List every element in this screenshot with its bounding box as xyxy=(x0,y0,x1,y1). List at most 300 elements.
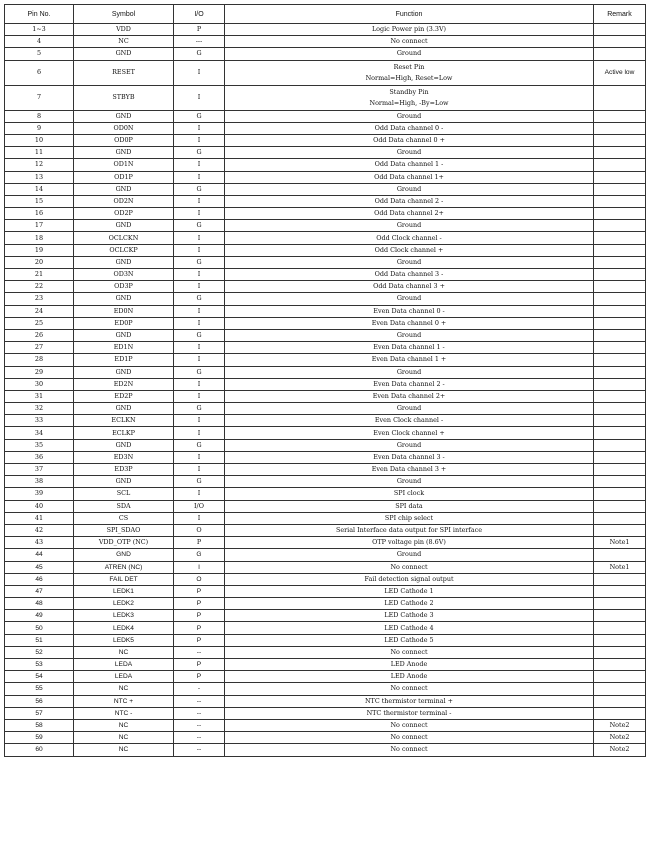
table-row xyxy=(5,269,646,281)
cell-pin-no: 12 xyxy=(5,159,74,171)
cell-pin-no: 14 xyxy=(5,183,74,195)
cell-pin-no: 22 xyxy=(5,281,74,293)
cell-function: Logic Power pin (3.3V) xyxy=(225,24,594,36)
table-row xyxy=(5,464,646,476)
table-row xyxy=(5,695,646,707)
table-body xyxy=(5,24,646,757)
cell-io: I xyxy=(174,317,225,329)
cell-pin-no: 29 xyxy=(5,366,74,378)
cell-function: Odd Clock channel + xyxy=(225,244,594,256)
cell-symbol: ED0N xyxy=(74,305,174,317)
cell-symbol: LEDA xyxy=(74,671,174,683)
cell-io: I xyxy=(174,232,225,244)
cell-io: P xyxy=(174,24,225,36)
cell-pin-no: 33 xyxy=(5,415,74,427)
cell-pin-no: 17 xyxy=(5,220,74,232)
table-row xyxy=(5,244,646,256)
cell-remark: Note2 xyxy=(594,744,646,756)
cell-io: O xyxy=(174,524,225,536)
cell-symbol: LEDK2 xyxy=(74,598,174,610)
cell-io: -- xyxy=(174,719,225,731)
cell-symbol: ATREN (NC) xyxy=(74,561,174,573)
cell-pin-no: 35 xyxy=(5,439,74,451)
cell-pin-no: 10 xyxy=(5,134,74,146)
cell-symbol: ECLKN xyxy=(74,415,174,427)
table-row xyxy=(5,403,646,415)
cell-pin-no: 34 xyxy=(5,427,74,439)
cell-function: Ground xyxy=(225,366,594,378)
cell-remark xyxy=(594,159,646,171)
cell-function: No connect xyxy=(225,732,594,744)
cell-pin-no: 32 xyxy=(5,403,74,415)
cell-remark xyxy=(594,512,646,524)
cell-pin-no: 23 xyxy=(5,293,74,305)
cell-function: Serial Interface data output for SPI interface xyxy=(225,524,594,536)
cell-pin-no: 50 xyxy=(5,622,74,634)
cell-remark xyxy=(594,183,646,195)
cell-function: Ground xyxy=(225,256,594,268)
cell-function: LED Anode xyxy=(225,659,594,671)
cell-symbol: VDD xyxy=(74,24,174,36)
table-row xyxy=(5,122,646,134)
header-symbol: Symbol xyxy=(74,5,174,24)
cell-function: Odd Data channel 3 - xyxy=(225,269,594,281)
pin-assignment-table xyxy=(4,4,646,757)
cell-remark xyxy=(594,683,646,695)
cell-pin-no: 45 xyxy=(5,561,74,573)
cell-symbol: ECLKP xyxy=(74,427,174,439)
table-row xyxy=(5,208,646,220)
cell-io: G xyxy=(174,293,225,305)
cell-function: Ground xyxy=(225,220,594,232)
cell-function: LED Cathode 2 xyxy=(225,598,594,610)
cell-pin-no: 41 xyxy=(5,512,74,524)
table-row xyxy=(5,707,646,719)
cell-function: NTC thermistor terminal - xyxy=(225,707,594,719)
cell-pin-no: 4 xyxy=(5,36,74,48)
cell-function xyxy=(225,60,594,85)
cell-pin-no: 47 xyxy=(5,585,74,597)
table-row xyxy=(5,646,646,658)
table-row xyxy=(5,24,646,36)
cell-function: Even Data channel 3 - xyxy=(225,451,594,463)
table-row xyxy=(5,60,646,85)
cell-io: I/O xyxy=(174,500,225,512)
cell-pin-no: 30 xyxy=(5,378,74,390)
cell-function: Ground xyxy=(225,439,594,451)
cell-function: Odd Data channel 1 - xyxy=(225,159,594,171)
cell-function: No connect xyxy=(225,744,594,756)
cell-io: P xyxy=(174,634,225,646)
cell-symbol: OD0N xyxy=(74,122,174,134)
table-row xyxy=(5,354,646,366)
cell-io: P xyxy=(174,598,225,610)
cell-pin-no: 48 xyxy=(5,598,74,610)
header-io: I/O xyxy=(174,5,225,24)
cell-pin-no: 8 xyxy=(5,110,74,122)
cell-function: SPI chip select xyxy=(225,512,594,524)
table-row xyxy=(5,634,646,646)
table-row xyxy=(5,427,646,439)
cell-symbol: NC xyxy=(74,683,174,695)
table-row xyxy=(5,476,646,488)
cell-symbol: GND xyxy=(74,293,174,305)
cell-symbol: OD0P xyxy=(74,134,174,146)
cell-io: I xyxy=(174,122,225,134)
cell-remark xyxy=(594,427,646,439)
cell-remark xyxy=(594,122,646,134)
cell-pin-no: 13 xyxy=(5,171,74,183)
cell-function: Even Data channel 2 - xyxy=(225,378,594,390)
function-line-2: Normal=High, Reset=Low xyxy=(365,73,453,82)
cell-function: LED Cathode 5 xyxy=(225,634,594,646)
cell-symbol: ED2N xyxy=(74,378,174,390)
table-row xyxy=(5,683,646,695)
cell-function: LED Cathode 1 xyxy=(225,585,594,597)
cell-symbol: LEDK4 xyxy=(74,622,174,634)
cell-pin-no: 18 xyxy=(5,232,74,244)
cell-io: I xyxy=(174,195,225,207)
cell-symbol: CS xyxy=(74,512,174,524)
cell-symbol: GND xyxy=(74,549,174,561)
table-row xyxy=(5,719,646,731)
cell-io: I xyxy=(174,354,225,366)
cell-io: I xyxy=(174,85,225,110)
cell-function: Odd Clock channel - xyxy=(225,232,594,244)
cell-remark xyxy=(594,305,646,317)
cell-function: Ground xyxy=(225,110,594,122)
table-row xyxy=(5,585,646,597)
table-row xyxy=(5,329,646,341)
cell-io: G xyxy=(174,476,225,488)
cell-io: I xyxy=(174,244,225,256)
cell-io: -- xyxy=(174,744,225,756)
table-row xyxy=(5,256,646,268)
cell-remark xyxy=(594,85,646,110)
table-row xyxy=(5,134,646,146)
table-row xyxy=(5,732,646,744)
cell-remark xyxy=(594,36,646,48)
cell-remark: Active low xyxy=(594,60,646,85)
cell-pin-no: 28 xyxy=(5,354,74,366)
cell-io: I xyxy=(174,208,225,220)
table-row xyxy=(5,171,646,183)
table-row xyxy=(5,85,646,110)
cell-io: G xyxy=(174,366,225,378)
cell-io: I xyxy=(174,269,225,281)
cell-remark xyxy=(594,366,646,378)
cell-symbol: FAIL DET xyxy=(74,573,174,585)
cell-function: Odd Data channel 1+ xyxy=(225,171,594,183)
cell-function: LED Cathode 3 xyxy=(225,610,594,622)
cell-pin-no: 60 xyxy=(5,744,74,756)
cell-remark: Note2 xyxy=(594,719,646,731)
cell-io: I xyxy=(174,390,225,402)
table-row xyxy=(5,439,646,451)
cell-io: P xyxy=(174,622,225,634)
cell-pin-no: 51 xyxy=(5,634,74,646)
table-row xyxy=(5,512,646,524)
cell-function: Odd Data channel 2+ xyxy=(225,208,594,220)
cell-symbol: LEDA xyxy=(74,659,174,671)
table-row xyxy=(5,451,646,463)
cell-function: OTP voltage pin (8.6V) xyxy=(225,537,594,549)
cell-io: -- xyxy=(174,646,225,658)
cell-symbol: NTC - xyxy=(74,707,174,719)
table-row xyxy=(5,524,646,536)
cell-symbol: LEDK1 xyxy=(74,585,174,597)
cell-symbol: ED3P xyxy=(74,464,174,476)
cell-function: Ground xyxy=(225,293,594,305)
cell-pin-no: 6 xyxy=(5,60,74,85)
cell-remark xyxy=(594,524,646,536)
cell-io: I xyxy=(174,427,225,439)
cell-io: G xyxy=(174,48,225,60)
cell-symbol: NC xyxy=(74,646,174,658)
table-row xyxy=(5,561,646,573)
cell-remark: Note2 xyxy=(594,732,646,744)
table-row xyxy=(5,488,646,500)
cell-io: G xyxy=(174,147,225,159)
table-row xyxy=(5,195,646,207)
cell-pin-no: 16 xyxy=(5,208,74,220)
cell-remark xyxy=(594,256,646,268)
cell-remark: Note1 xyxy=(594,537,646,549)
cell-io: G xyxy=(174,403,225,415)
cell-function: SPI data xyxy=(225,500,594,512)
table-row xyxy=(5,598,646,610)
cell-io: I xyxy=(174,378,225,390)
cell-pin-no: 36 xyxy=(5,451,74,463)
cell-function: SPI clock xyxy=(225,488,594,500)
cell-pin-no: 7 xyxy=(5,85,74,110)
cell-remark xyxy=(594,707,646,719)
table-row xyxy=(5,281,646,293)
header-function: Function xyxy=(225,5,594,24)
table-row xyxy=(5,110,646,122)
cell-remark xyxy=(594,171,646,183)
cell-pin-no: 26 xyxy=(5,329,74,341)
cell-symbol: GND xyxy=(74,329,174,341)
cell-symbol: OD1N xyxy=(74,159,174,171)
cell-symbol: NTC + xyxy=(74,695,174,707)
cell-pin-no: 44 xyxy=(5,549,74,561)
cell-remark xyxy=(594,585,646,597)
cell-function: Even Data channel 2+ xyxy=(225,390,594,402)
cell-pin-no: 11 xyxy=(5,147,74,159)
cell-symbol: GND xyxy=(74,403,174,415)
cell-function: LED Cathode 4 xyxy=(225,622,594,634)
cell-pin-no: 52 xyxy=(5,646,74,658)
cell-remark xyxy=(594,378,646,390)
cell-remark xyxy=(594,671,646,683)
cell-io: P xyxy=(174,610,225,622)
table-row xyxy=(5,159,646,171)
cell-pin-no: 37 xyxy=(5,464,74,476)
cell-remark xyxy=(594,549,646,561)
cell-io: G xyxy=(174,329,225,341)
cell-remark xyxy=(594,317,646,329)
table-row xyxy=(5,305,646,317)
cell-symbol: OD2P xyxy=(74,208,174,220)
function-line-2: Normal=High, -By=Low xyxy=(369,98,449,107)
cell-remark xyxy=(594,24,646,36)
cell-symbol: SDA xyxy=(74,500,174,512)
cell-function: Even Data channel 1 + xyxy=(225,354,594,366)
cell-pin-no: 15 xyxy=(5,195,74,207)
table-row xyxy=(5,220,646,232)
cell-remark: Note1 xyxy=(594,561,646,573)
cell-symbol: NC xyxy=(74,744,174,756)
cell-symbol: NC xyxy=(74,732,174,744)
cell-remark xyxy=(594,354,646,366)
cell-io: - xyxy=(174,683,225,695)
table-row xyxy=(5,659,646,671)
cell-io: I xyxy=(174,159,225,171)
cell-function: No connect xyxy=(225,646,594,658)
cell-pin-no: 55 xyxy=(5,683,74,695)
cell-function: No connect xyxy=(225,683,594,695)
cell-remark xyxy=(594,232,646,244)
table-row xyxy=(5,293,646,305)
cell-symbol: ED3N xyxy=(74,451,174,463)
cell-io: G xyxy=(174,256,225,268)
cell-function xyxy=(225,85,594,110)
cell-remark xyxy=(594,488,646,500)
cell-pin-no: 56 xyxy=(5,695,74,707)
cell-symbol: LEDK3 xyxy=(74,610,174,622)
cell-io: I xyxy=(174,451,225,463)
cell-io: I xyxy=(174,464,225,476)
cell-remark xyxy=(594,598,646,610)
cell-io: I xyxy=(174,171,225,183)
table-row xyxy=(5,232,646,244)
cell-remark xyxy=(594,342,646,354)
cell-remark xyxy=(594,451,646,463)
cell-io: I xyxy=(174,488,225,500)
cell-symbol: RESET xyxy=(74,60,174,85)
cell-remark xyxy=(594,439,646,451)
cell-function: Even Data channel 1 - xyxy=(225,342,594,354)
cell-symbol: ED0P xyxy=(74,317,174,329)
cell-function: Ground xyxy=(225,183,594,195)
cell-pin-no: 1~3 xyxy=(5,24,74,36)
cell-remark xyxy=(594,403,646,415)
cell-pin-no: 46 xyxy=(5,573,74,585)
cell-function: Ground xyxy=(225,329,594,341)
table-row xyxy=(5,415,646,427)
cell-function: Odd Data channel 2 - xyxy=(225,195,594,207)
cell-symbol: GND xyxy=(74,439,174,451)
table-row xyxy=(5,317,646,329)
table-row xyxy=(5,573,646,585)
cell-remark xyxy=(594,329,646,341)
cell-io: I xyxy=(174,561,225,573)
cell-io: G xyxy=(174,439,225,451)
cell-symbol: LEDK5 xyxy=(74,634,174,646)
cell-pin-no: 38 xyxy=(5,476,74,488)
header-remark: Remark xyxy=(594,5,646,24)
cell-symbol: GND xyxy=(74,147,174,159)
cell-pin-no: 21 xyxy=(5,269,74,281)
cell-symbol: OD3N xyxy=(74,269,174,281)
cell-remark xyxy=(594,244,646,256)
cell-pin-no: 27 xyxy=(5,342,74,354)
cell-io: I xyxy=(174,60,225,85)
cell-remark xyxy=(594,573,646,585)
cell-remark xyxy=(594,110,646,122)
cell-remark xyxy=(594,48,646,60)
cell-function: No connect xyxy=(225,561,594,573)
table-row xyxy=(5,183,646,195)
cell-pin-no: 31 xyxy=(5,390,74,402)
cell-remark xyxy=(594,659,646,671)
table-row xyxy=(5,671,646,683)
cell-io: G xyxy=(174,110,225,122)
cell-symbol: ED1P xyxy=(74,354,174,366)
cell-symbol: OD2N xyxy=(74,195,174,207)
cell-remark xyxy=(594,610,646,622)
cell-function: NTC thermistor terminal + xyxy=(225,695,594,707)
table-row xyxy=(5,48,646,60)
cell-remark xyxy=(594,208,646,220)
cell-pin-no: 59 xyxy=(5,732,74,744)
cell-pin-no: 42 xyxy=(5,524,74,536)
cell-symbol: GND xyxy=(74,110,174,122)
cell-pin-no: 39 xyxy=(5,488,74,500)
cell-pin-no: 5 xyxy=(5,48,74,60)
cell-symbol: GND xyxy=(74,220,174,232)
table-row xyxy=(5,378,646,390)
cell-io: P xyxy=(174,537,225,549)
function-line-1: Reset Pin xyxy=(393,62,425,71)
cell-remark xyxy=(594,476,646,488)
cell-remark xyxy=(594,622,646,634)
cell-symbol: GND xyxy=(74,183,174,195)
cell-symbol: GND xyxy=(74,256,174,268)
cell-io: P xyxy=(174,585,225,597)
cell-symbol: ED2P xyxy=(74,390,174,402)
cell-io: --- xyxy=(174,36,225,48)
cell-symbol: OCLCKN xyxy=(74,232,174,244)
cell-remark xyxy=(594,415,646,427)
cell-symbol: VDD_OTP (NC) xyxy=(74,537,174,549)
cell-function: Ground xyxy=(225,147,594,159)
cell-io: I xyxy=(174,512,225,524)
cell-symbol: OCLCKP xyxy=(74,244,174,256)
cell-remark xyxy=(594,269,646,281)
table-row xyxy=(5,549,646,561)
table-row xyxy=(5,744,646,756)
cell-function: Even Clock channel - xyxy=(225,415,594,427)
cell-symbol: GND xyxy=(74,48,174,60)
cell-pin-no: 25 xyxy=(5,317,74,329)
cell-function: Odd Data channel 0 + xyxy=(225,134,594,146)
cell-io: P xyxy=(174,659,225,671)
cell-pin-no: 24 xyxy=(5,305,74,317)
cell-pin-no: 58 xyxy=(5,719,74,731)
cell-symbol: SCL xyxy=(74,488,174,500)
table-row xyxy=(5,147,646,159)
cell-remark xyxy=(594,390,646,402)
cell-function: Fail detection signal output xyxy=(225,573,594,585)
table-row xyxy=(5,500,646,512)
cell-symbol: ED1N xyxy=(74,342,174,354)
cell-io: P xyxy=(174,671,225,683)
cell-function: Odd Data channel 0 - xyxy=(225,122,594,134)
cell-remark xyxy=(594,195,646,207)
cell-io: -- xyxy=(174,732,225,744)
